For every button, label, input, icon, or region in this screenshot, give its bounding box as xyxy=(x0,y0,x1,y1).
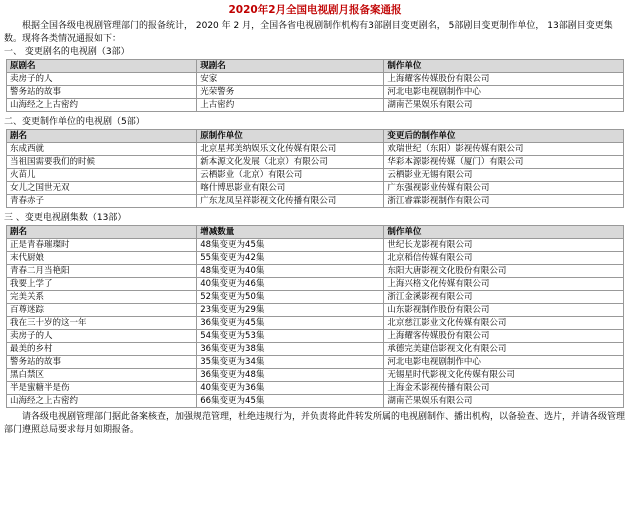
section2-heading: 二、变更制作单位的电视剧（5部） xyxy=(4,117,145,127)
table-cell: 54集变更为53集 xyxy=(197,330,384,343)
table-row xyxy=(7,239,624,252)
table-row xyxy=(7,182,624,195)
table-cell: 云栖影业无锡有限公司 xyxy=(384,169,624,182)
table-cell: 女儿之国世无双 xyxy=(7,182,197,195)
table-row xyxy=(7,382,624,395)
rename-table-body xyxy=(7,60,624,112)
table-row xyxy=(7,304,624,317)
table-cell: 浙江睿霖影视制作有限公司 xyxy=(384,195,624,208)
table-cell: 52集变更为50集 xyxy=(197,291,384,304)
table-header-row xyxy=(7,226,624,239)
table-row xyxy=(7,395,624,408)
table-cell: 卖房子的人 xyxy=(7,330,197,343)
table-cell: 上海耀客传媒股份有限公司 xyxy=(384,330,624,343)
table-cell: 山东影视制作股份有限公司 xyxy=(384,304,624,317)
table-cell: 上海兴格文化传媒有限公司 xyxy=(384,278,624,291)
table-row xyxy=(7,356,624,369)
table-cell: 我在三十岁的这一年 xyxy=(7,317,197,330)
table-cell: 36集变更为48集 xyxy=(197,369,384,382)
table-cell: 66集变更为45集 xyxy=(197,395,384,408)
table-cell: 河北电影电视剧制作中心 xyxy=(384,356,624,369)
rename-table xyxy=(6,59,624,112)
table-header-row xyxy=(7,60,624,73)
table-cell: 东成西就 xyxy=(7,143,197,156)
table-row xyxy=(7,73,624,86)
table-cell: 40集变更为46集 xyxy=(197,278,384,291)
table-cell: 上古密约 xyxy=(197,99,384,112)
table-cell: 35集变更为34集 xyxy=(197,356,384,369)
table-row xyxy=(7,330,624,343)
table-row xyxy=(7,86,624,99)
table-cell: 喀什博思影业有限公司 xyxy=(197,182,384,195)
table-cell: 警务站的故事 xyxy=(7,356,197,369)
column-header: 现剧名 xyxy=(197,60,384,73)
table-cell: 48集变更为40集 xyxy=(197,265,384,278)
table-header-row xyxy=(7,130,624,143)
table-cell: 安家 xyxy=(197,73,384,86)
table-row xyxy=(7,369,624,382)
table-cell: 我要上学了 xyxy=(7,278,197,291)
table-cell: 55集变更为42集 xyxy=(197,252,384,265)
column-header: 制作单位 xyxy=(384,60,624,73)
table-cell: 完美关系 xyxy=(7,291,197,304)
table-row xyxy=(7,195,624,208)
episode-change-table xyxy=(6,225,624,408)
notice-page xyxy=(4,2,626,436)
column-header: 剧名 xyxy=(7,130,197,143)
table-row xyxy=(7,278,624,291)
table-row xyxy=(7,252,624,265)
column-header: 剧名 xyxy=(7,226,197,239)
table-cell: 湖南芒果娱乐有限公司 xyxy=(384,99,624,112)
table-cell: 当祖国需要我们的时候 xyxy=(7,156,197,169)
column-header: 制作单位 xyxy=(384,226,624,239)
producer-change-table xyxy=(6,129,624,208)
table-cell: 欢瑞世纪（东阳）影视传媒有限公司 xyxy=(384,143,624,156)
table-cell: 河北电影电视剧制作中心 xyxy=(384,86,624,99)
table-row xyxy=(7,265,624,278)
table-cell: 警务站的故事 xyxy=(7,86,197,99)
table-cell: 末代厨娘 xyxy=(7,252,197,265)
section1-heading: 一、 变更剧名的电视剧（3部） xyxy=(4,47,130,57)
table-row xyxy=(7,169,624,182)
table-cell: 36集变更为38集 xyxy=(197,343,384,356)
table-cell: 40集变更为36集 xyxy=(197,382,384,395)
table-cell: 广东龙凤呈祥影视文化传播有限公司 xyxy=(197,195,384,208)
footer-paragraph: 请各级电视剧管理部门据此备案核查，加强规范管理，杜绝违规行为，并负责将此件转发所属的电视剧制作、播出机构，以备验查、选片，并请各级管理部门遵照总局要求每月如期报备。 xyxy=(4,412,626,435)
table-cell: 北京稻信传媒有限公司 xyxy=(384,252,624,265)
table-row xyxy=(7,99,624,112)
episode-change-table-body xyxy=(7,226,624,408)
table-cell: 山海经之上古密约 xyxy=(7,99,197,112)
table-cell: 上海耀客传媒股份有限公司 xyxy=(384,73,624,86)
table-cell: 东阳大唐影视文化股份有限公司 xyxy=(384,265,624,278)
table-cell: 北京慈江影业文化传媒有限公司 xyxy=(384,317,624,330)
table-row xyxy=(7,143,624,156)
table-cell: 48集变更为45集 xyxy=(197,239,384,252)
table-cell: 卖房子的人 xyxy=(7,73,197,86)
table-cell: 北京星邦美纳娱乐文化传媒有限公司 xyxy=(197,143,384,156)
table-cell: 广东强视影业传媒有限公司 xyxy=(384,182,624,195)
table-cell: 最美的乡村 xyxy=(7,343,197,356)
table-cell: 半是蜜糖半是伤 xyxy=(7,382,197,395)
table-cell: 黑白禁区 xyxy=(7,369,197,382)
column-header: 变更后的制作单位 xyxy=(384,130,624,143)
table-cell: 浙江金溪影视有限公司 xyxy=(384,291,624,304)
table-row xyxy=(7,317,624,330)
table-cell: 36集变更为45集 xyxy=(197,317,384,330)
table-row xyxy=(7,343,624,356)
table-cell: 承德完美建信影视文化有限公司 xyxy=(384,343,624,356)
table-cell: 世纪长龙影视有限公司 xyxy=(384,239,624,252)
section3-heading: 三 、变更电视剧集数（13部） xyxy=(4,213,127,223)
table-cell: 山海经之上古密约 xyxy=(7,395,197,408)
column-header: 原剧名 xyxy=(7,60,197,73)
table-cell: 火苗儿 xyxy=(7,169,197,182)
table-cell: 新本源文化发展（北京）有限公司 xyxy=(197,156,384,169)
page-title: 2020年2月全国电视剧月报备案通报 xyxy=(228,4,402,16)
producer-change-table-body xyxy=(7,130,624,208)
table-cell: 光荣警务 xyxy=(197,86,384,99)
table-cell: 上海金禾影视传播有限公司 xyxy=(384,382,624,395)
column-header: 原制作单位 xyxy=(197,130,384,143)
table-cell: 正是青春璀璨时 xyxy=(7,239,197,252)
table-cell: 百尊迷踪 xyxy=(7,304,197,317)
table-cell: 湖南芒果娱乐有限公司 xyxy=(384,395,624,408)
table-cell: 云栖影业（北京）有限公司 xyxy=(197,169,384,182)
table-cell: 无锡星时代影视文化传媒有限公司 xyxy=(384,369,624,382)
intro-paragraph: 根据全国各级电视剧管理部门的报备统计， 2020 年 2 月，全国各省电视剧制作机构有3部剧目变更剧名， 5部剧目变更制作单位， 13部剧目变更集数。现将各类情况通报如下： xyxy=(4,21,613,44)
table-row xyxy=(7,291,624,304)
column-header: 增减数量 xyxy=(197,226,384,239)
table-cell: 青春二月当艳阳 xyxy=(7,265,197,278)
table-cell: 华彩本源影视传媒（厦门）有限公司 xyxy=(384,156,624,169)
table-cell: 23集变更为29集 xyxy=(197,304,384,317)
table-cell: 青春赤子 xyxy=(7,195,197,208)
table-row xyxy=(7,156,624,169)
